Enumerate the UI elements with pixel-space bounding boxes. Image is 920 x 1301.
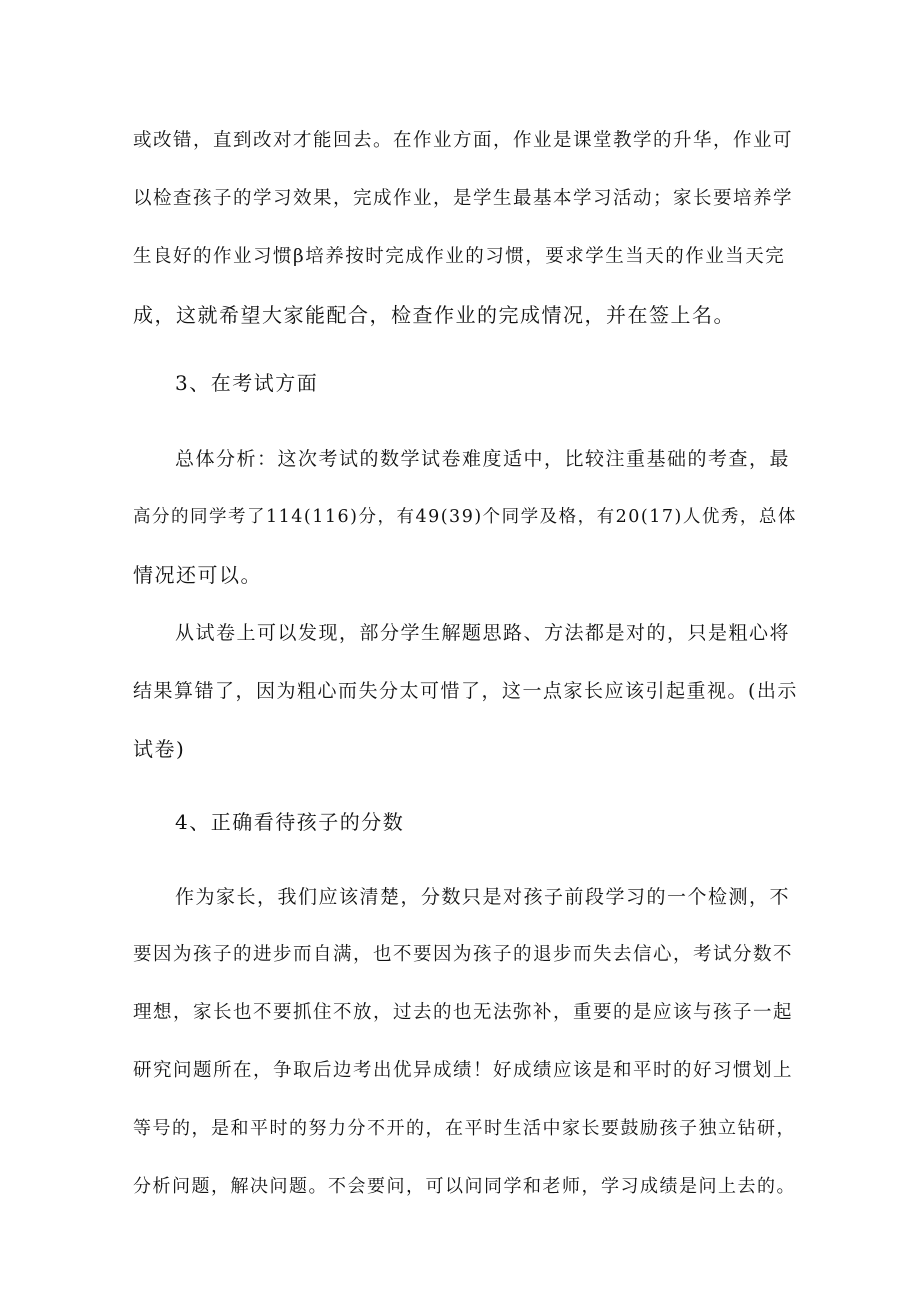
heading-text: 4、正确看待孩子的分数: [175, 810, 405, 834]
text-line: 等号的，是和平时的努力分不开的，在平时生活中家长要鼓励孩子独立钻研，: [133, 1118, 796, 1139]
text-line: 或改错，直到改对才能回去。在作业方面，作业是课堂教学的升华，作业可: [133, 130, 794, 151]
paragraph-overall-analysis: [133, 430, 801, 604]
section-heading-exam: [133, 354, 801, 412]
paragraph-homework: [133, 112, 801, 344]
text-line: 情况还可以。: [133, 563, 262, 587]
text-line: 成，这就希望大家能配合，检查作业的完成情况，并在签上名。: [133, 303, 735, 327]
text-line: 理想，家长也不要抓住不放，过去的也无法弥补，重要的是应该与孩子一起: [133, 1002, 794, 1023]
text-line: 结果算错了，因为粗心而失分太可惜了，这一点家长应该引起重视。(出示: [133, 680, 798, 702]
text-line: 作为家长，我们应该清楚，分数只是对孩子前段学习的一个检测，不: [175, 886, 791, 908]
paragraph-exam-paper: [133, 604, 801, 778]
heading-text: 3、在考试方面: [175, 371, 319, 395]
text-line: 从试卷上可以发现，部分学生解题思路、方法都是对的，只是粗心将: [175, 622, 791, 644]
text-line: 生良好的作业习惯β培养按时完成作业的习惯，要求学生当天的作业当天完: [133, 246, 786, 267]
text-line: 试卷): [133, 737, 186, 761]
section-heading-scores: [133, 793, 801, 851]
text-line: 总体分析：这次考试的数学试卷难度适中，比较注重基础的考查，最: [175, 448, 791, 470]
text-line: 分析问题，解决问题。不会要问，可以问同学和老师，学习成绩是问上去的。: [133, 1176, 796, 1197]
text-line: 高分的同学考了114(116)分，有49(39)个同学及格，有20(17)人优秀，总体: [133, 507, 797, 527]
text-line: 研究问题所在，争取后边考出优异成绩！好成绩应该是和平时的好习惯划上: [133, 1060, 794, 1081]
paragraph-parent-attitude: [133, 868, 801, 1216]
text-line: 以检查孩子的学习效果，完成作业，是学生最基本学习活动；家长要培养学: [133, 188, 794, 209]
text-line: 要因为孩子的进步而自满，也不要因为孩子的退步而失去信心，考试分数不: [133, 944, 794, 965]
